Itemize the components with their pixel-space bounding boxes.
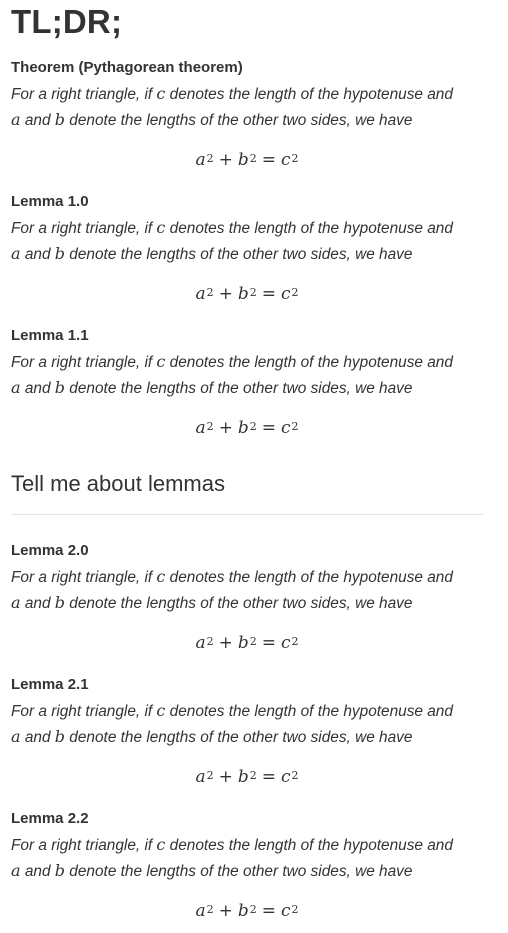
var-a: a — [11, 244, 21, 263]
var-b: b — [54, 110, 66, 129]
var-b: b — [54, 861, 66, 880]
page-title: TL;DR; — [11, 3, 123, 40]
theorem-block — [11, 59, 483, 174]
var-a: a — [11, 727, 21, 746]
var-c: c — [156, 352, 166, 371]
var-c: c — [156, 84, 166, 103]
var-a: a — [11, 593, 21, 612]
lemma-block — [11, 676, 483, 791]
lemma-statement: For a right triangle, if c denotes the length of the hypotenuse and a and b denote the lengths of the other two sides, we have — [11, 218, 453, 263]
lemma-heading: Lemma 2.2 — [11, 810, 89, 827]
lemma-block — [11, 327, 483, 442]
var-c: c — [156, 567, 166, 586]
var-b: b — [54, 244, 66, 263]
equation: $a^2 + b^2 = c^2$ — [195, 418, 299, 438]
section-divider — [11, 514, 483, 515]
var-a: a — [11, 861, 21, 880]
lemma-block — [11, 810, 483, 925]
var-a: a — [11, 110, 21, 129]
equation: $a^2 + b^2 = c^2$ — [195, 633, 299, 653]
var-b: b — [54, 593, 66, 612]
lemma-heading: Lemma 1.0 — [11, 193, 89, 210]
lemma-heading: Lemma 2.0 — [11, 542, 89, 559]
var-b: b — [54, 378, 66, 397]
equation: $a^2 + b^2 = c^2$ — [195, 284, 299, 304]
lemma-heading: Lemma 1.1 — [11, 327, 89, 344]
theorem-heading: Theorem (Pythagorean theorem) — [11, 59, 243, 76]
section-heading: Tell me about lemmas — [11, 471, 225, 496]
var-c: c — [156, 701, 166, 720]
equation: $a^2 + b^2 = c^2$ — [195, 901, 299, 921]
lemma-block — [11, 193, 483, 308]
var-b: b — [54, 727, 66, 746]
equation: $a^2 + b^2 = c^2$ — [195, 150, 299, 170]
lemma-statement: For a right triangle, if c denotes the length of the hypotenuse and a and b denote the lengths of the other two sides, we have — [11, 701, 453, 746]
theorem-statement: For a right triangle, if c denotes the length of the hypotenuse and a and b denote the lengths of the other two sides, we have — [11, 84, 453, 129]
lemma-statement: For a right triangle, if c denotes the length of the hypotenuse and a and b denote the lengths of the other two sides, we have — [11, 835, 453, 880]
lemma-statement: For a right triangle, if c denotes the length of the hypotenuse and a and b denote the lengths of the other two sides, we have — [11, 352, 453, 397]
lemma-block — [11, 542, 483, 657]
var-c: c — [156, 835, 166, 854]
var-c: c — [156, 218, 166, 237]
equation: $a^2 + b^2 = c^2$ — [195, 767, 299, 787]
var-a: a — [11, 378, 21, 397]
lemma-statement: For a right triangle, if c denotes the length of the hypotenuse and a and b denote the lengths of the other two sides, we have — [11, 567, 453, 612]
document-page — [11, 0, 483, 925]
lemma-heading: Lemma 2.1 — [11, 676, 89, 693]
